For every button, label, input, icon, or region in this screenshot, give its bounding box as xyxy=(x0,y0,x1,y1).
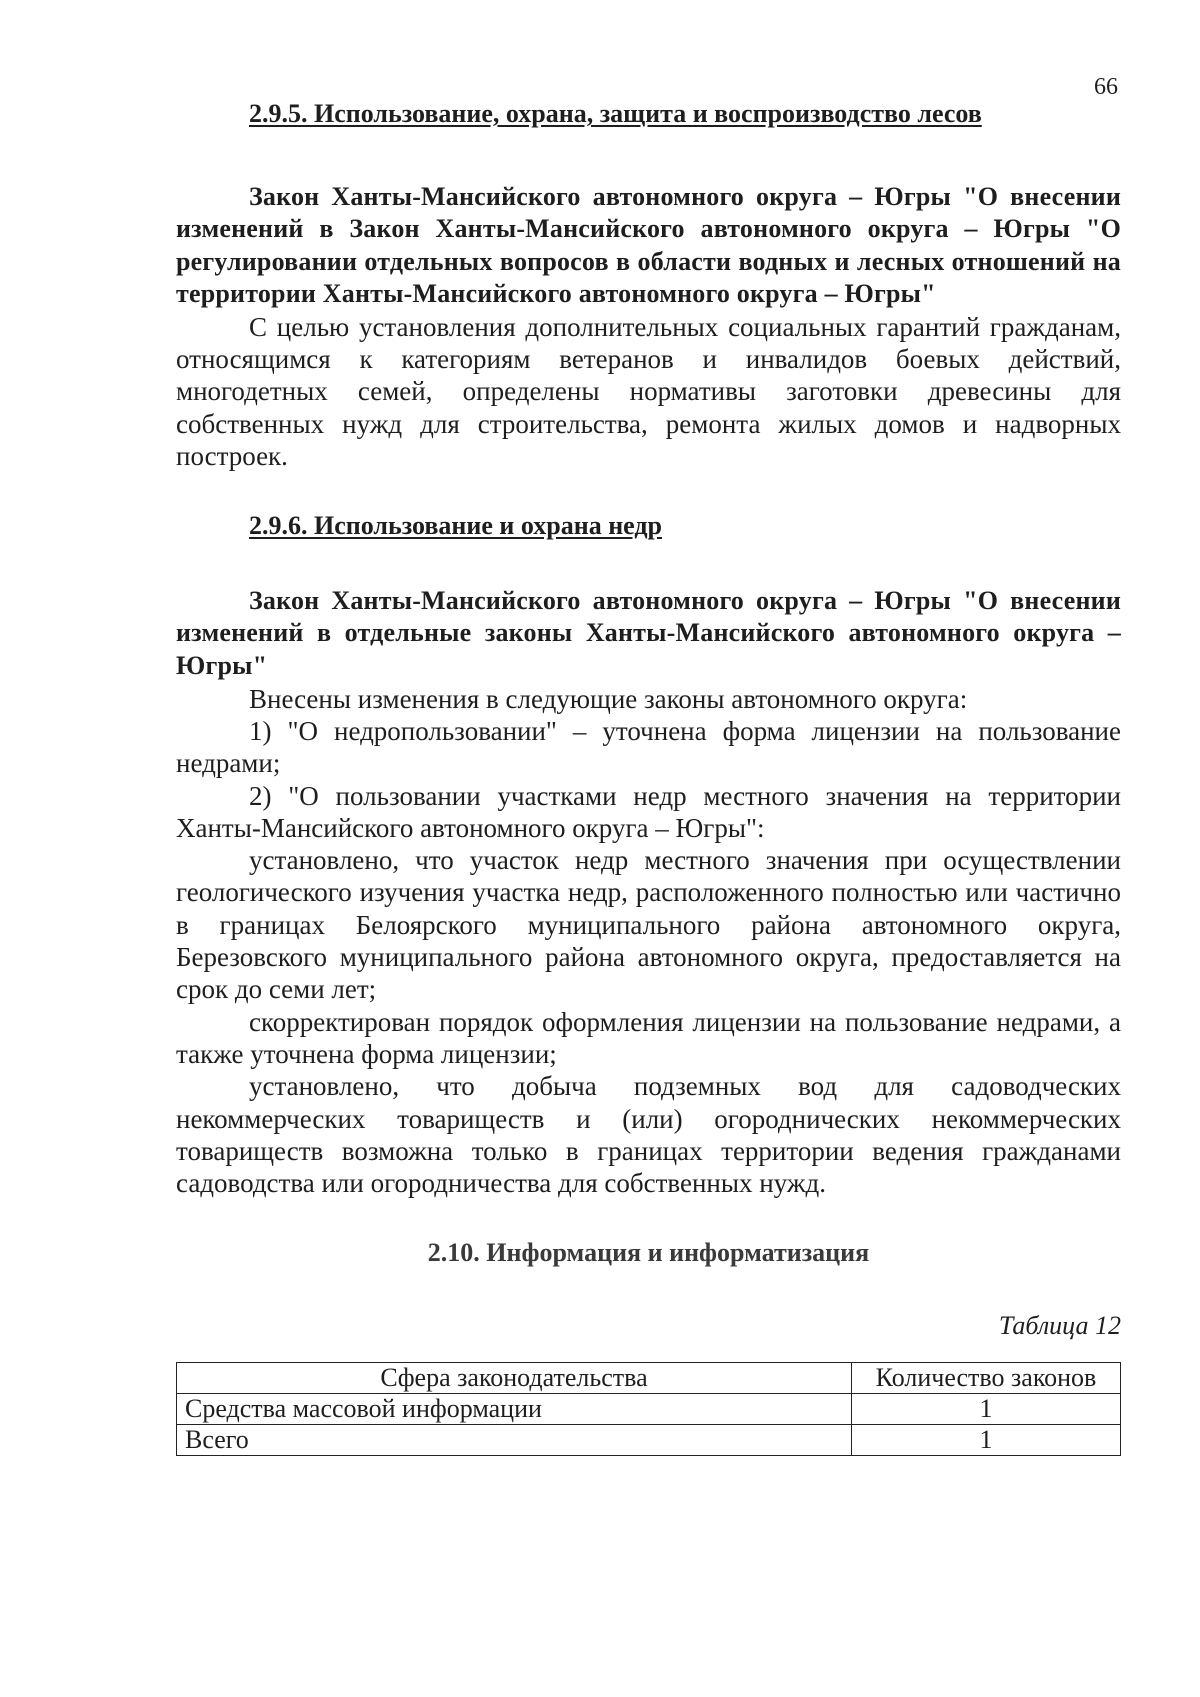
law-title-subsoil: Закон Ханты-Мансийского автономного округа – Югры "О внесении изменений в отдельные законы Ханты-Мансийского автономного округа – Югры" xyxy=(176,585,1121,681)
section-heading-2-9-5: 2.9.5. Использование, охрана, защита и воспроизводство лесов xyxy=(249,99,982,128)
section-heading-2-9-6: 2.9.6. Использование и охрана недр xyxy=(249,511,662,541)
page-content xyxy=(176,98,1121,1456)
table-row xyxy=(177,1394,1121,1425)
paragraph-license-procedure: скорректирован порядок оформления лицензии на пользование недрами, а также уточнена форма лицензии; xyxy=(176,1006,1121,1069)
paragraph-groundwater: установлено, что добыча подземных вод для садоводческих некоммерческих товариществ и (или) огороднических некоммерческих товариществ возможна только в границах территории ведения гражданами садоводства или огородничества для собственных нужд. xyxy=(176,1071,1121,1199)
table-row xyxy=(177,1425,1121,1456)
table-header-sphere: Сфера законодательства xyxy=(177,1363,852,1394)
paragraph-local-subsoil: 2) "О пользовании участками недр местного значения на территории Ханты-Мансийского автономного округа – Югры": xyxy=(176,780,1121,843)
paragraph-forests-guarantees: С целью установления дополнительных социальных гарантий гражданам, относящимся к категориям ветеранов и инвалидов боевых действий, многодетных семей, определены нормативы заготовки древесины для собственных нужд для строительства, ремонта жилых домов и надворных построек. xyxy=(176,311,1121,472)
table-caption: Таблица 12 xyxy=(998,1310,1121,1340)
paragraph-seven-years: установлено, что участок недр местного значения при осуществлении геологического изучения участка недр, расположенного полностью или частично в границах Белоярского муниципального района автономного округа, Березовского муниципального района автономного округа, предоставляется на срок до семи лет; xyxy=(176,845,1121,1005)
table-cell-count: 1 xyxy=(852,1425,1121,1456)
laws-count-table xyxy=(176,1362,1121,1456)
table-cell-sphere: Всего xyxy=(177,1425,852,1456)
paragraph-subsoil-use: 1) "О недропользовании" – уточнена форма лицензии на пользование недрами; xyxy=(176,715,1121,779)
table-cell-sphere: Средства массовой информации xyxy=(177,1394,852,1425)
table-header-row xyxy=(177,1363,1121,1394)
paragraph-amended-laws: Внесены изменения в следующие законы автономного округа: xyxy=(249,683,968,714)
section-heading-2-10: 2.10. Информация и информатизация xyxy=(427,1238,870,1268)
page-number: 66 xyxy=(1094,74,1118,100)
table-cell-count: 1 xyxy=(852,1394,1121,1425)
law-title-forests: Закон Ханты-Мансийского автономного округа – Югры "О внесении изменений в Закон Ханты-Мансийского автономного округа – Югры "О регулировании отдельных вопросов в области водных и лесных отношений на территории Ханты-Мансийского автономного округа – Югры" xyxy=(176,181,1121,309)
table-header-count: Количество законов xyxy=(852,1363,1121,1394)
